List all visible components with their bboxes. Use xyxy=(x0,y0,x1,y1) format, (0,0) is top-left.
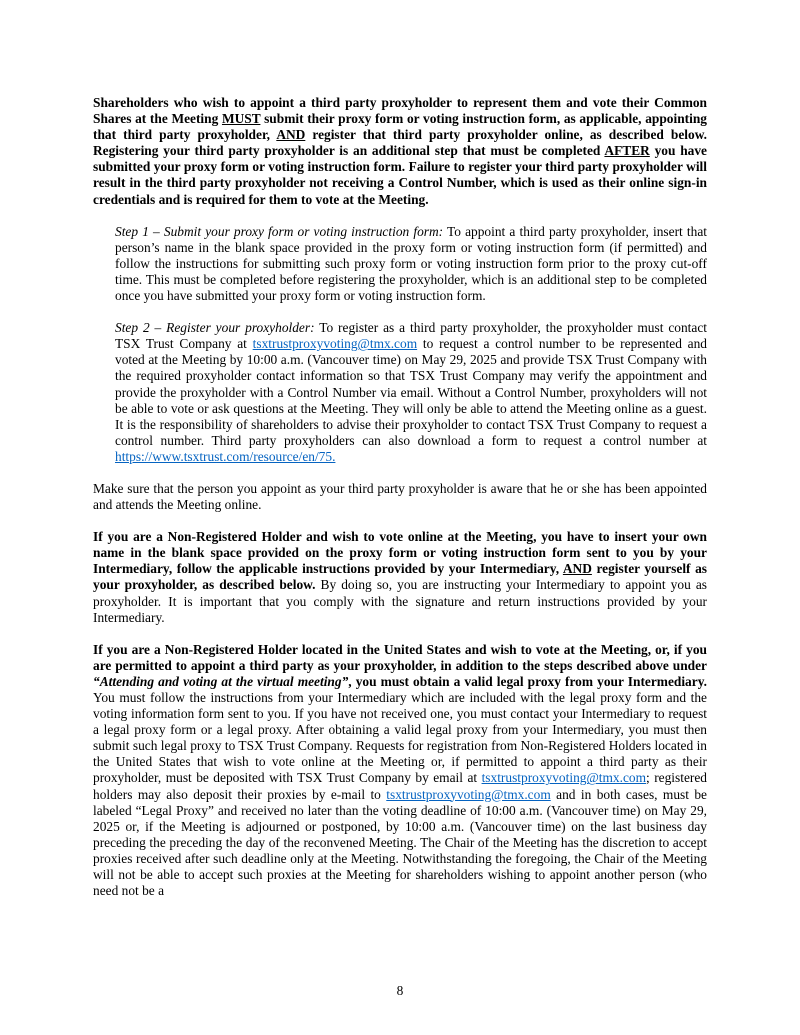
text-run: If you are a Non-Registered Holder and wish to vote online at the Meeting, you have to insert your own name in the blank space provided on the proxy form or voting instruction form sent to you by your Intermediary, follow the applicable instructions provided by your Intermediary, xyxy=(93,529,707,577)
paragraph-make-sure xyxy=(93,481,707,513)
hyperlink[interactable]: tsxtrustproxyvoting@tmx.com xyxy=(481,770,647,786)
text-run: Step 1 – Submit your proxy form or voting instruction form: xyxy=(115,223,444,239)
text-run: register yourself as your proxyholder, as described below. xyxy=(93,561,707,593)
text-run: MUST xyxy=(221,111,261,127)
paragraph-step-1 xyxy=(115,224,707,304)
text-run: AND xyxy=(562,561,592,577)
text-run: you have submitted your proxy form or voting instruction form. Failure to register your third party proxyholder will result in the third party proxyholder not receiving a Control Number, which is used as their online sign-in credentials and is required for them to vote at the Meeting. xyxy=(93,143,707,207)
text-run: If you are a Non-Registered Holder located in the United States and wish to vote at the Meeting, or, if you are permitted to appoint a third party as your proxyholder, in addition to the steps described above under xyxy=(93,641,707,673)
text-run: Step 2 – Register your proxyholder: xyxy=(115,320,315,336)
text-run: You must follow the instructions from your Intermediary which are included with the legal proxy form and the voting information form sent to you. If you have not received one, you must contact your Intermediary to request a legal proxy form or a legal proxy. After obtaining a valid legal proxy from your Intermediary, you must then submit such legal proxy to TSX Trust Company. Requests for registration from Non-Registered Holders located in the United States that wish to vote online at the Meeting or, if permitted to appoint a third party as their proxyholder, must be deposited with TSX Trust Company by email at xyxy=(93,690,707,786)
hyperlink[interactable]: https://www.tsxtrust.com/resource/en/75. xyxy=(115,448,336,464)
paragraph-appoint-third-party xyxy=(93,95,707,208)
paragraph-non-registered-us xyxy=(93,642,707,900)
text-run: , you must obtain a valid legal proxy from your Intermediary. xyxy=(348,673,707,689)
text-run: By doing so, you are instructing your Intermediary to appoint you as proxyholder. It is important that you comply with the signature and return instructions provided by your Intermediary. xyxy=(93,577,707,625)
text-run: to request a control number to be represented and voted at the Meeting by 10:00 a.m. (Vancouver time) on May 29, 2025 and provide TSX Trust Company with the required proxyholder contact information so that TSX Trust Company may verify the appointment and provide the proxyholder with a Control Number via email. Without a Control Number, proxyholders will not be able to vote or ask questions at the Meeting. They will only be able to attend the Meeting online as a guest. It is the responsibility of shareholders to advise their proxyholder to contact TSX Trust Company to request a control number. Third party proxyholders can also download a form to request a control number at xyxy=(115,336,707,448)
page-number: 8 xyxy=(396,983,404,998)
paragraph-step-2 xyxy=(115,320,707,465)
text-run: ; registered holders may also deposit their proxies by e-mail to xyxy=(93,770,707,802)
text-run: register that third party proxyholder online, as described below. Registering your third party proxyholder is an additional step that must be completed xyxy=(93,127,707,159)
hyperlink[interactable]: tsxtrustproxyvoting@tmx.com xyxy=(386,786,551,802)
text-run: submit their proxy form or voting instruction form, as applicable, appointing that third party proxyholder, xyxy=(93,111,707,143)
text-run: Make sure that the person you appoint as your third party proxyholder is aware that he or she has been appointed and attends the Meeting online. xyxy=(93,480,707,513)
text-run: Shareholders who wish to appoint a third party proxyholder to represent them and vote their Common Shares at the Meeting xyxy=(93,95,707,127)
hyperlink[interactable]: tsxtrustproxyvoting@tmx.com xyxy=(252,336,418,352)
text-run: To appoint a third party proxyholder, insert that person’s name in the blank space provided in the proxy form or voting instruction form (if permitted) and follow the instructions for submitting such proxy form or voting instruction form prior to the proxy cut-off time. This must be completed before registering the proxyholder, which is an additional step to be completed once you have submitted your proxy form or voting instruction form. xyxy=(115,223,707,304)
text-run: AFTER xyxy=(604,143,650,159)
text-run: “Attending and voting at the virtual meeting” xyxy=(93,673,349,689)
text-run: AND xyxy=(276,127,306,143)
paragraph-non-registered-online xyxy=(93,529,707,626)
text-run: To register as a third party proxyholder, the proxyholder must contact TSX Trust Company at xyxy=(115,320,707,352)
text-run: and in both cases, must be labeled “Legal Proxy” and received no later than the voting deadline of 10:00 a.m. (Vancouver time) on May 29, 2025 or, if the Meeting is adjourned or postponed, by 10:00 a.m. (Vancouver time) on the last business day preceding the preceding the day of the reconvened Meeting. The Chair of the Meeting has the discretion to accept proxies received after such deadline only at the Meeting. Notwithstanding the foregoing, the Chair of the Meeting will not be able to accept such proxies at the Meeting for shareholders wishing to appoint another person (who need not be a xyxy=(93,786,707,899)
